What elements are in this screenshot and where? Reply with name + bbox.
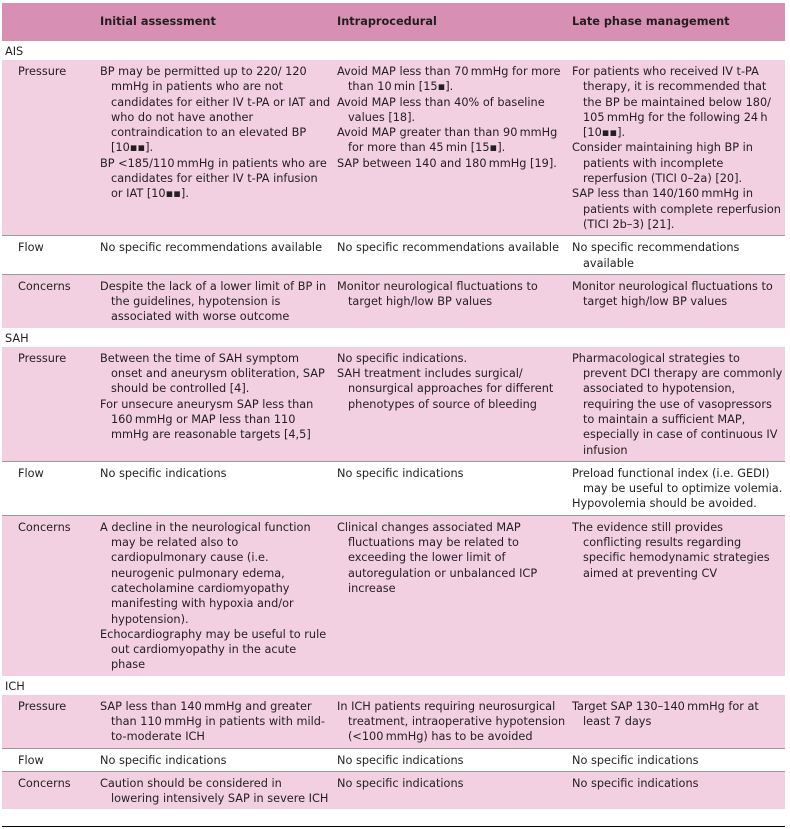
- table-row: [2, 274, 785, 327]
- cell-paragraph: Avoid MAP greater than than 90 mmHg for more than 45 min [15▪].: [337, 126, 558, 155]
- table-body: [2, 41, 785, 809]
- section-row-sah: [2, 328, 785, 347]
- guidelines-table: [2, 3, 785, 809]
- cell-paragraph: Echocardiography may be useful to rule out cardiomyopathy in the acute phase: [100, 627, 327, 672]
- cell-paragraph: SAP less than 140/160 mmHg in patients with complete reperfusion (TICI 2b–3) [21].: [572, 187, 781, 231]
- cell-paragraph: Preload functional index (i.e. GEDI) may be useful to optimize volemia.: [572, 466, 783, 496]
- intraprocedural-cell: [331, 771, 566, 809]
- cell-paragraph: Consider maintaining high BP in patients with incomplete reperfusion (TICI 0–2a) [20].: [572, 141, 753, 186]
- cell-paragraph: Avoid MAP less than 40% of baseline values [18].: [337, 95, 545, 124]
- row-label-flow: Flow: [2, 748, 96, 771]
- table-row: [2, 748, 785, 771]
- cell-paragraph: BP may be permitted up to 220/ 120 mmHg in patients who are not candidates for either IV t-PA or IAT and who do not have another contraindication to an elevated BP [10▪▪].: [100, 65, 331, 155]
- intraprocedural-cell: [331, 461, 566, 515]
- header-late-phase: Late phase management: [566, 3, 785, 41]
- table-row: [2, 461, 785, 515]
- initial-assessment-cell: [96, 515, 331, 675]
- row-label-flow: Flow: [2, 461, 96, 515]
- late-phase-cell: [566, 515, 785, 675]
- row-label-pressure: Pressure: [2, 60, 96, 236]
- late-phase-cell: [566, 274, 785, 327]
- cell-paragraph: Between the time of SAH symptom onset and aneurysm obliteration, SAP should be controlled [4].: [100, 351, 325, 396]
- cell-paragraph: Caution should be considered in lowering intensively SAP in severe ICH: [100, 776, 329, 806]
- initial-assessment-cell: [96, 274, 331, 327]
- cell-paragraph: Target SAP 130–140 mmHg for at least 7 days: [572, 699, 759, 728]
- cell-paragraph: Monitor neurological fluctuations to target high/low BP values: [572, 279, 773, 309]
- cell-paragraph: No specific indications: [100, 466, 227, 480]
- intraprocedural-cell: [331, 347, 566, 462]
- cell-paragraph: No specific recommendations available: [100, 241, 323, 255]
- cell-paragraph: No specific indications: [337, 466, 464, 480]
- table-row: [2, 60, 785, 236]
- table-row: [2, 515, 785, 675]
- section-row-ich: [2, 676, 785, 695]
- late-phase-cell: [566, 347, 785, 462]
- cell-paragraph: No specific indications: [100, 753, 227, 767]
- intraprocedural-cell: [331, 695, 566, 748]
- cell-paragraph: Clinical changes associated MAP fluctuations may be related to exceeding the lower limit of autoregulation or unbalanced ICP increase: [337, 520, 538, 595]
- header-intraprocedural: Intraprocedural: [331, 3, 566, 41]
- late-phase-cell: [566, 771, 785, 809]
- initial-assessment-cell: [96, 771, 331, 809]
- cell-paragraph: For patients who received IV t-PA therapy, it is recommended that the BP be maintained below 180/ 105 mmHg for the following 24 h [10▪▪].: [572, 65, 771, 140]
- row-label-flow: Flow: [2, 236, 96, 275]
- table-row: [2, 236, 785, 275]
- header-blank: [2, 3, 96, 41]
- cell-paragraph: BP <185/110 mmHg in patients who are candidates for either IV t-PA infusion or IAT [10▪▪].: [100, 156, 327, 201]
- initial-assessment-cell: [96, 347, 331, 462]
- row-label-concerns: Concerns: [2, 274, 96, 327]
- initial-assessment-cell: [96, 60, 331, 236]
- initial-assessment-cell: [96, 236, 331, 275]
- cell-paragraph: Monitor neurological fluctuations to target high/low BP values: [337, 279, 538, 309]
- row-label-concerns: Concerns: [2, 515, 96, 675]
- cell-paragraph: For unsecure aneurysm SAP less than 160 mmHg or MAP less than 110 mmHg are reasonable targets [4,5]: [100, 397, 314, 442]
- initial-assessment-cell: [96, 748, 331, 771]
- row-label-concerns: Concerns: [2, 771, 96, 809]
- initial-assessment-cell: [96, 461, 331, 515]
- cell-paragraph: The evidence still provides conflicting results regarding specific hemodynamic strategies aimed at preventing CV: [572, 520, 770, 580]
- intraprocedural-cell: [331, 748, 566, 771]
- late-phase-cell: [566, 695, 785, 748]
- table-row: [2, 347, 785, 462]
- intraprocedural-cell: [331, 515, 566, 675]
- late-phase-cell: [566, 236, 785, 275]
- cell-paragraph: No specific indications: [337, 753, 464, 767]
- header-initial-assessment: Initial assessment: [96, 3, 331, 41]
- cell-paragraph: Hypovolemia should be avoided.: [572, 497, 757, 511]
- cell-paragraph: Avoid MAP less than 70 mmHg for more than 10 min [15▪].: [337, 65, 561, 94]
- cell-paragraph: No specific recommendations available: [337, 241, 560, 255]
- cell-paragraph: Despite the lack of a lower limit of BP in the guidelines, hypotension is associated with worse outcome: [100, 279, 327, 324]
- cell-paragraph: Pharmacological strategies to prevent DCI therapy are commonly associated to hypotension, requiring the use of vasopressors to maintain a sufficient MAP, especially in case of continuous IV infusion: [572, 351, 783, 457]
- late-phase-cell: [566, 60, 785, 236]
- late-phase-cell: [566, 461, 785, 515]
- section-title: SAH: [2, 328, 785, 347]
- cell-paragraph: No specific indications: [337, 776, 464, 790]
- table-row: [2, 771, 785, 809]
- cell-paragraph: No specific recommendations available: [572, 241, 740, 270]
- intraprocedural-cell: [331, 60, 566, 236]
- row-label-pressure: Pressure: [2, 347, 96, 462]
- section-title: AIS: [2, 41, 785, 60]
- row-label-pressure: Pressure: [2, 695, 96, 748]
- cell-paragraph: SAP less than 140 mmHg and greater than 110 mmHg in patients with mild-to-moderate ICH: [100, 699, 326, 744]
- section-row-ais: [2, 41, 785, 60]
- cell-paragraph: SAP between 140 and 180 mmHg [19].: [337, 156, 557, 170]
- table-bottom-rule: [2, 826, 785, 827]
- cell-paragraph: In ICH patients requiring neurosurgical treatment, intraoperative hypotension (<100 mmHg) has to be avoided: [337, 699, 566, 744]
- initial-assessment-cell: [96, 695, 331, 748]
- cell-paragraph: No specific indications.: [337, 351, 468, 365]
- cell-paragraph: No specific indications: [572, 753, 699, 767]
- header-row: [2, 3, 785, 41]
- cell-paragraph: No specific indications: [572, 776, 699, 790]
- intraprocedural-cell: [331, 236, 566, 275]
- table-row: [2, 695, 785, 748]
- section-title: ICH: [2, 676, 785, 695]
- intraprocedural-cell: [331, 274, 566, 327]
- cell-paragraph: A decline in the neurological function may be related also to cardiopulmonary cause (i.e. neurogenic pulmonary edema, catecholamine cardiomyopathy manifesting with hypoxia and/or hypotension).: [100, 520, 311, 626]
- cell-paragraph: SAH treatment includes surgical/ nonsurgical approaches for different phenotypes of source of bleeding: [337, 367, 554, 411]
- late-phase-cell: [566, 748, 785, 771]
